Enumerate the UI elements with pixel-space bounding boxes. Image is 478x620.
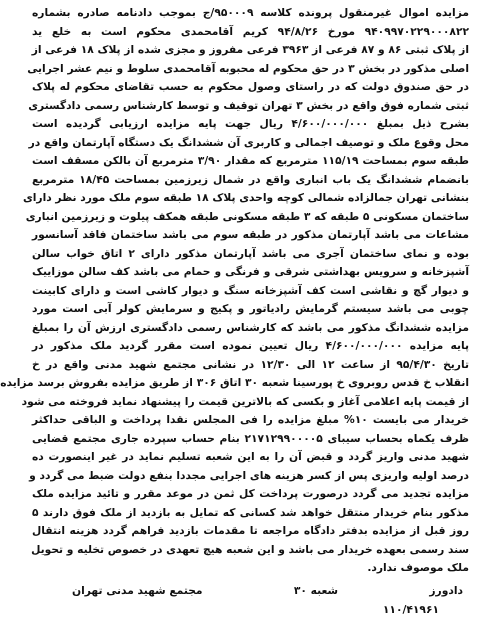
- notice-line: ۹۴۰۹۹۷۰۲۲۹۰۰۰۸۲۲ مورخ ۹۴/۸/۲۶ کریم آقامحمدی محکوم است به خلع ید: [32, 24, 469, 38]
- notice-line: اصلی مذکور در بخش ۳ در حق محکوم له محبوبه آقامحمدی سلوط و نیم عشر اجرایی: [27, 61, 469, 75]
- notice-line: و دیوار گچ و نقاشی است کف آشپزخانه سنگ و دیوار کاشی است و دارای کابینت: [32, 283, 469, 297]
- notice-line: تاریخ ۹۵/۴/۳۰ از ساعت ۱۲ الی ۱۲/۳۰ در نشانی مجتمع شهید مدنی واقع در خ: [32, 357, 469, 371]
- notice-line: طبقه سوم بمساحت ۱۱۵/۱۹ مترمربع که مقدار ۳/۹۰ مترمربع آن بالکن مسقف است: [32, 154, 469, 167]
- notice-line: ظرف یکماه بحساب سیبای ۲۱۷۱۲۹۹۰۰۰۰۵ بنام حساب سپرده جاری مجتمع قضایی: [32, 431, 469, 445]
- notice-line: آشپزخانه و سرویس بهداشتی شرقی و فرنگی و حمام می باشد کف سالن موزاییک: [32, 265, 469, 278]
- notice-line: خریدار می بایست ۱۰% مبلغ مزایده را فی المجلس نقدا پرداخت و الباقی حداکثر: [32, 413, 469, 426]
- notice-line: سند رسمی بعهده خریدار می باشد و این شعبه هیچ تعهدی در خصوص تخلیه و تحویل: [31, 542, 469, 556]
- notice-line: ملک موصوف ندارد.: [367, 561, 469, 574]
- notice-line: انقلاب خ قدس روبروی خ پورسینا شعبه ۳۰ اتاق ۳۰۶ از طریق مزایده بفروش برسد مزایده: [0, 376, 469, 389]
- notice-line: بانضمام ششدانگ یک باب انباری واقع در شمال زیرزمین بمساحت ۱۸/۴۵ مترمربع: [32, 172, 469, 186]
- notice-line: از قیمت پایه اعلامی آغاز و بکسی که بالاترین قیمت را پیشنهاد نماید فروخته می شود: [21, 394, 469, 408]
- notice-line: بشرح ذیل بمبلغ ۴/۶۰۰/۰۰۰/۰۰۰ ریال جهت پایه مزایده ارزیابی گردیده است: [32, 117, 469, 130]
- notice-line: بوده و نمای ساختمان آجری می باشد آپارتمان مذکور دارای ۲ اتاق خواب سالن: [32, 246, 469, 260]
- reference-number: ۱۱۰/۴۱۹۶۱: [382, 603, 439, 616]
- notice-line: از پلاک ثبتی ۸۶ و ۸۷ فرعی از ۳۹۶۳ فرعی مفروز و مجزی شده از پلاک ۱۸ فرعی از: [31, 43, 469, 56]
- notice-line: شهید مدنی واریز گردد و قبض آن را به این شعبه تسلیم نماید در غیر اینصورت ده: [32, 450, 469, 463]
- notice-line: محل وقوع ملک و توصیف اجمالی و کاربری آن ششدانگ یک دستگاه آپارتمان واقع در: [28, 135, 469, 149]
- notice-line: مزایده تجدید می گردد درصورت پرداخت کل ثمن در موعد مقرر و تائید مزایده ملک: [32, 487, 469, 500]
- notice-line: مذکور بنام خریدار منتقل خواهد شد کسانی که تمایل به بازدید از ملک فوق دارند ۵: [32, 505, 469, 519]
- notice-line: مشاعات می باشد آپارتمان مذکور در طبقه سوم می باشد ساختمان فاقد آسانسور: [32, 228, 469, 241]
- notice-line: در حق صندوق دولت که در راستای وصول محکوم به حسب تقاضای محکوم له پلاک: [32, 80, 469, 93]
- signature-branch: شعبه ۳۰: [293, 583, 339, 597]
- notice-line: درصد اولیه واریزی پس از کسر هزینه های اجرایی مجددا بنفع دولت ضبط می گردد و: [29, 468, 469, 482]
- notice-line: پایه مزایده ۴/۶۰۰/۰۰۰/۰۰۰ ریال تعیین نموده است مقرر گردید ملک مذکور در: [32, 339, 469, 352]
- notice-line: چوبی می باشد سیستم گرمایش رادیاتور و پکیج و سرمایش کولر آبی است مورد: [32, 302, 469, 315]
- notice-line: روز قبل از مزایده بدفتر دادگاه مراجعه تا مقدمات بازدید فراهم گردد هزینه انتقال: [32, 524, 469, 537]
- notice-line: مزایده ششدانگ مذکور می باشد که کارشناس رسمی دادگستری ارزش آن را بمبلغ: [32, 320, 469, 334]
- notice-body: [0, 4, 469, 578]
- signature-row: [32, 582, 469, 601]
- auction-notice: [0, 4, 469, 620]
- notice-line: ثبتی شماره فوق واقع در بخش ۳ تهران توقیف و توسط کارشناس رسمی دادگستری: [28, 98, 469, 112]
- signature-officer: دادورز: [429, 583, 463, 597]
- notice-line: مزایده اموال غیرمنقول پرونده کلاسه ۹۵۰۰۰۹/ج بموجب دادنامه صادره بشماره: [32, 6, 469, 19]
- notice-line: ساختمان مسکونی ۵ طبقه که ۳ طبقه مسکونی طبقه همکف پیلوت و زیرزمین انباری: [25, 209, 469, 223]
- notice-line: بنشانی تهران جمالزاده شمالی کوچه واحدی پلاک ۱۸ طبقه سوم ملک مورد نظر دارای: [22, 191, 469, 204]
- signature-complex: مجتمع شهید مدنی تهران: [72, 583, 203, 597]
